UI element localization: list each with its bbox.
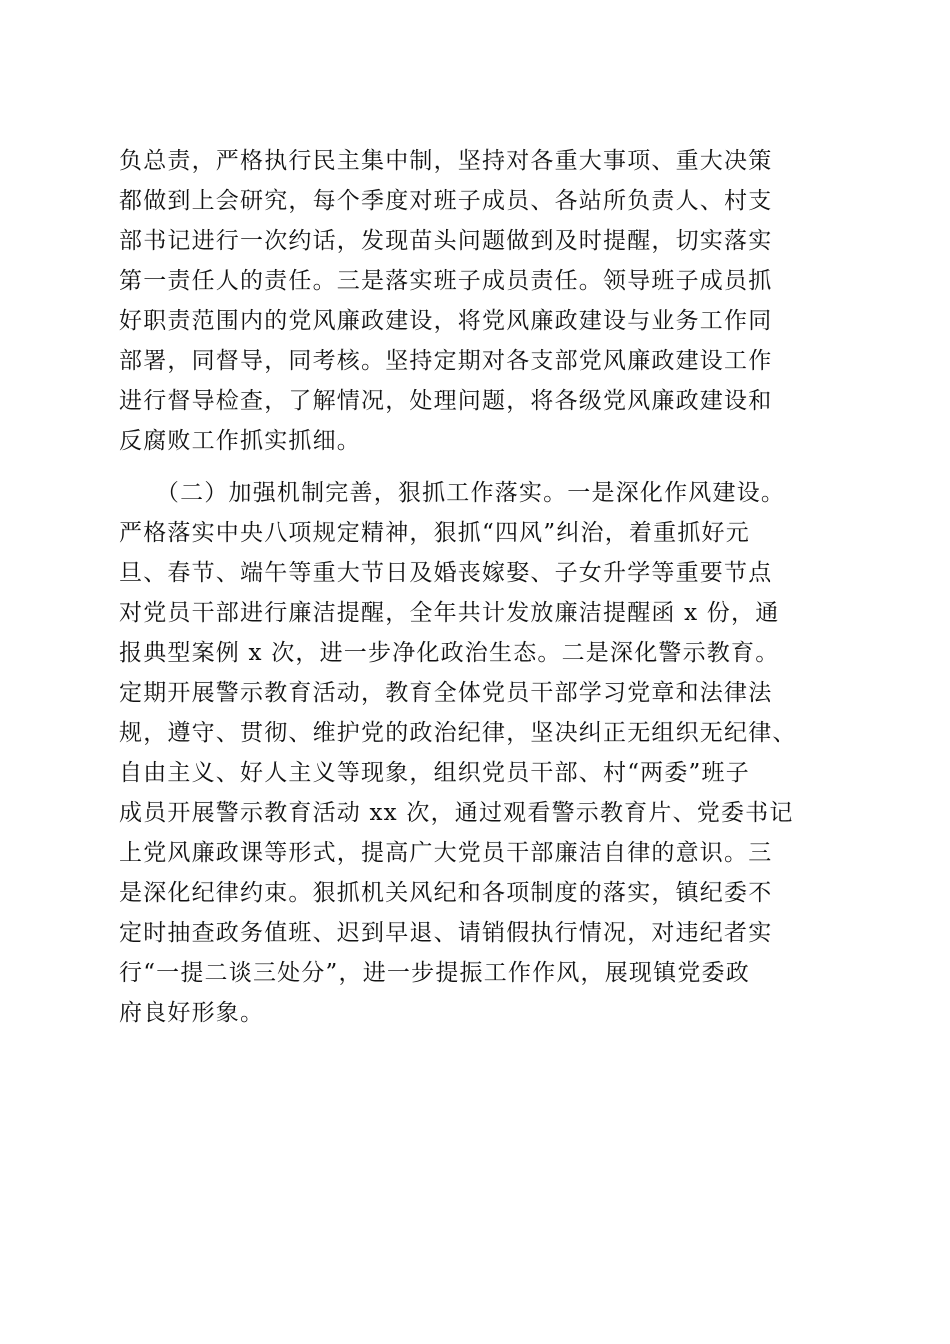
text-line: 报典型案例 x 次，进一步净化政治生态。二是深化警示教育。	[119, 640, 780, 666]
paragraph-1	[119, 141, 839, 461]
text-line: 对党员干部进行廉洁提醒，全年共计发放廉洁提醒函 x 份，通	[119, 600, 780, 626]
text-line: 是深化纪律约束。狠抓机关风纪和各项制度的落实，镇纪委不	[119, 880, 773, 906]
text-line: 定期开展警示教育活动，教育全体党员干部学习党章和法律法	[119, 680, 773, 706]
text-line: 上党风廉政课等形式，提高广大党员干部廉洁自律的意识。三	[119, 840, 773, 866]
paragraph-gap	[119, 461, 839, 473]
text-line: 好职责范围内的党风廉政建设，将党风廉政建设与业务工作同	[119, 308, 773, 334]
text-line: 定时抽查政务值班、迟到早退、请销假执行情况，对违纪者实	[119, 920, 773, 946]
text-line: 规，遵守、贯彻、维护党的政治纪律，坚决纠正无组织无纪律、	[119, 720, 797, 746]
text-line: （二）加强机制完善，狠抓工作落实。一是深化作风建设。	[119, 480, 786, 506]
text-line: 部书记进行一次约话，发现苗头问题做到及时提醒，切实落实	[119, 228, 773, 254]
text-line: 反腐败工作抓实抓细。	[119, 428, 361, 454]
text-line: 严格落实中央八项规定精神，狠抓“四风”纠治，着重抓好元	[119, 520, 750, 546]
text-line: 负总责，严格执行民主集中制，坚持对各重大事项、重大决策	[119, 148, 773, 174]
text-line: 都做到上会研究，每个季度对班子成员、各站所负责人、村支	[119, 188, 773, 214]
document-body	[119, 141, 839, 1033]
text-line: 部署，同督导，同考核。坚持定期对各支部党风廉政建设工作	[119, 348, 773, 374]
text-line: 府良好形象。	[119, 1000, 265, 1026]
text-line: 自由主义、好人主义等现象，组织党员干部、村“两委”班子	[119, 760, 750, 786]
text-line: 成员开展警示教育活动 xx 次，通过观看警示教育片、党委书记	[119, 800, 794, 826]
text-line: 行“一提二谈三处分”，进一步提振工作作风，展现镇党委政	[119, 960, 750, 986]
text-line: 进行督导检查，了解情况，处理问题，将各级党风廉政建设和	[119, 388, 773, 414]
text-line: 旦、春节、端午等重大节日及婚丧嫁娶、子女升学等重要节点	[119, 560, 773, 586]
text-line: 第一责任人的责任。三是落实班子成员责任。领导班子成员抓	[119, 268, 773, 294]
paragraph-2	[119, 473, 839, 1033]
